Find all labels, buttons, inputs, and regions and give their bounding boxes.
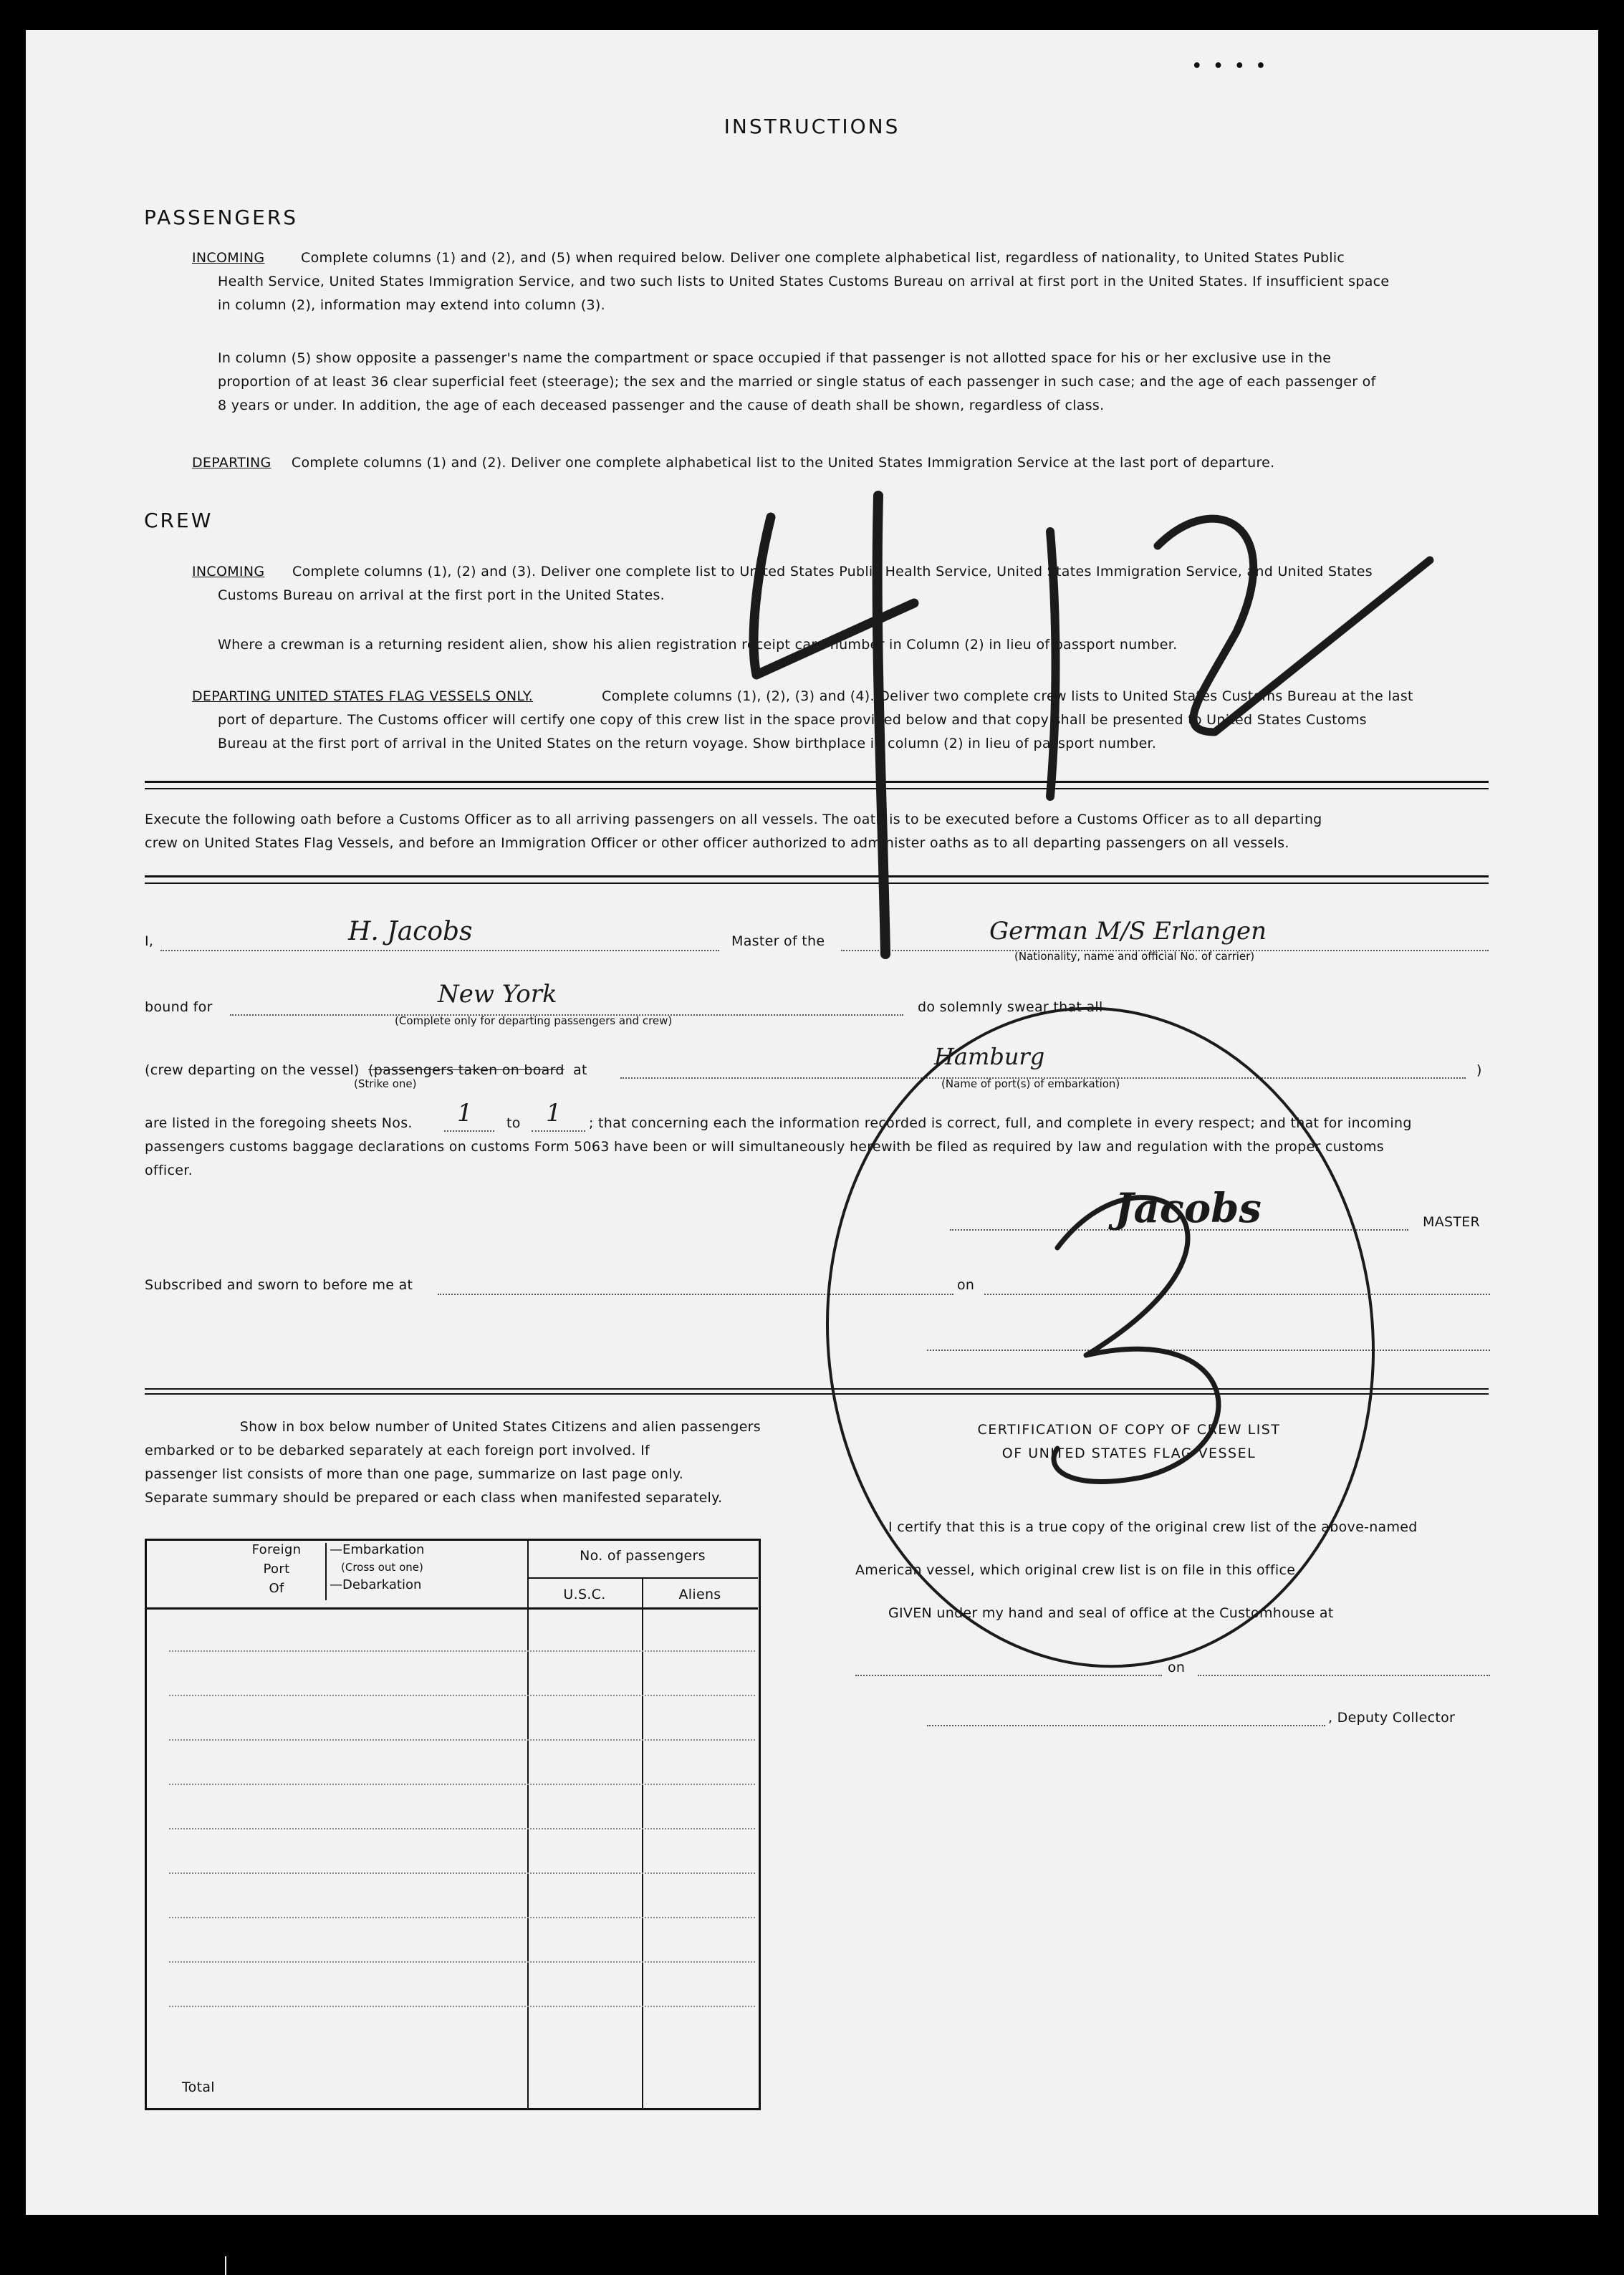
- sheet-from-handwritten: 1: [457, 1099, 473, 1127]
- text-line: Customs Bureau on arrival at the first port in the United States.: [218, 587, 666, 603]
- text-line: passengers customs baggage declarations on customs Form 5063 have been or will simultaneously herewith be filed as required by law and regulation with the proper customs: [145, 1139, 1384, 1155]
- incoming-label: INCOMING: [192, 250, 265, 266]
- text-line: officer.: [145, 1163, 193, 1178]
- to-label: to: [506, 1115, 521, 1131]
- no-passengers-header: No. of passengers: [580, 1548, 706, 1564]
- numeral-4-stem: [878, 496, 885, 954]
- master-name-handwritten: H. Jacobs: [348, 917, 473, 946]
- master-signature: Jacobs: [1115, 1185, 1262, 1232]
- text-line: Show in box below number of United States Citizens and alien passengers: [239, 1419, 761, 1435]
- subscribed-label: Subscribed and sworn to before me at: [145, 1277, 413, 1293]
- text-line: crew on United States Flag Vessels, and before an Immigration Officer or other officer authorized to administer oaths as to all departing passengers on all vessels.: [145, 835, 1289, 851]
- vessel-caption: (Nationality, name and official No. of carrier): [1014, 950, 1255, 963]
- summary-row-line[interactable]: [169, 1828, 755, 1829]
- header-text: Of: [269, 1581, 284, 1596]
- text-line: passenger list consists of more than one page, summarize on last page only.: [145, 1466, 684, 1482]
- close-paren: ): [1476, 1062, 1482, 1078]
- certification-line: I certify that this is a true copy of the original crew list of the above-named: [888, 1519, 1418, 1535]
- master-label: MASTER: [1423, 1214, 1481, 1230]
- text-line: Complete columns (1), (2), (3) and (4). Deliver two complete crew lists to United States Customs Bureau at the last: [602, 688, 1413, 704]
- summary-row-line[interactable]: [169, 1739, 755, 1741]
- text-line: Execute the following oath before a Customs Officer as to all arriving passengers on all vessels. The oath is to be executed before a Customs Officer as to all departing: [145, 812, 1322, 827]
- i-label: I,: [145, 933, 154, 949]
- subscribed-on-label: on: [957, 1277, 975, 1293]
- cross-out-note: (Cross out one): [341, 1561, 423, 1574]
- departing-label: DEPARTING UNITED STATES FLAG VESSELS ONLY.: [192, 688, 534, 704]
- text-line: Separate summary should be prepared or each class when manifested separately.: [145, 1490, 723, 1506]
- text-line: Health Service, United States Immigration Service, and two such lists to United States Customs Bureau on arrival at first port in the United States. If insufficient space: [218, 274, 1390, 289]
- text-line: proportion of at least 36 clear superficial feet (steerage); the sex and the married or single status of each passenger in such case; and the age of each passenger of: [218, 374, 1376, 390]
- embarkation-option: —Embarkation: [330, 1542, 425, 1557]
- crew-departing-option: (crew departing on the vessel): [145, 1062, 360, 1078]
- crewman-note: Where a crewman is a returning resident alien, show his alien registration receipt card number in Column (2) in lieu of passport number.: [218, 637, 1178, 653]
- circle-stroke: [795, 981, 1406, 1693]
- certification-line: GIVEN under my hand and seal of office at the Customhouse at: [888, 1605, 1334, 1621]
- sheets-suffix: ; that concerning each the information recorded is correct, full, and complete in every respect; and that for incoming: [589, 1115, 1412, 1131]
- title-line: CERTIFICATION OF COPY OF CREW LIST: [977, 1422, 1281, 1438]
- passengers-option-struck: (passengers taken on board: [368, 1062, 564, 1078]
- summary-row-line[interactable]: [169, 1695, 755, 1696]
- master-of-label: Master of the: [731, 933, 825, 949]
- bound-for-caption: (Complete only for departing passengers and crew): [395, 1014, 673, 1027]
- summary-row-line[interactable]: [169, 2006, 755, 2007]
- page-title: INSTRUCTIONS: [724, 115, 900, 138]
- usc-header: U.S.C.: [563, 1587, 606, 1602]
- text-line: Complete columns (1), (2) and (3). Deliver one complete list to United States Public Health Service, United States Immigration Service, and United States: [292, 564, 1373, 579]
- incoming-label: INCOMING: [192, 564, 265, 579]
- summary-row-line[interactable]: [169, 1784, 755, 1785]
- numeral-3-stroke: [1054, 1198, 1219, 1482]
- vessel-handwritten: German M/S Erlangen: [989, 917, 1267, 946]
- text-line: in column (2), information may extend into column (3).: [218, 297, 605, 313]
- total-label: Total: [182, 2079, 215, 2095]
- strike-caption: (Strike one): [354, 1077, 417, 1090]
- bound-for-label: bound for: [145, 999, 213, 1015]
- summary-row-line[interactable]: [169, 1917, 755, 1918]
- swear-text: do solemnly swear that all: [918, 999, 1103, 1015]
- passengers-heading: PASSENGERS: [144, 206, 299, 229]
- port-handwritten: Hamburg: [934, 1043, 1045, 1070]
- bound-for-handwritten: New York: [438, 980, 557, 1009]
- text-line: Bureau at the first port of arrival in the United States on the return voyage. Show birthplace in column (2) in lieu of passport number.: [218, 736, 1157, 751]
- departing-label: DEPARTING: [192, 455, 272, 471]
- header-text: Port: [263, 1562, 290, 1577]
- at-label: at: [573, 1062, 587, 1078]
- certification-on-label: on: [1168, 1660, 1186, 1675]
- aliens-header: Aliens: [678, 1587, 721, 1602]
- crew-heading: CREW: [144, 509, 213, 532]
- numeral-2-stroke: [1158, 519, 1430, 732]
- sheet-to-handwritten: 1: [546, 1099, 562, 1127]
- corner-mark: • • • •: [1191, 57, 1269, 75]
- numeral-1-stroke: [1050, 532, 1056, 797]
- summary-row-line[interactable]: [169, 1650, 755, 1652]
- text-line: In column (5) show opposite a passenger's name the compartment or space occupied if that passenger is not allotted space for his or her exclusive use in the: [218, 350, 1332, 366]
- header-text: Foreign: [251, 1542, 302, 1557]
- text-line: 8 years or under. In addition, the age of each deceased passenger and the cause of death shall be shown, regardless of class.: [218, 398, 1105, 413]
- text-line: port of departure. The Customs officer will certify one copy of this crew list in the space provided below and that copy shall be presented to United States Customs: [218, 712, 1367, 728]
- text-line: Complete columns (1) and (2). Deliver one complete alphabetical list to the United States Immigration Service at the last port of departure.: [291, 455, 1275, 471]
- summary-row-line[interactable]: [169, 1872, 755, 1874]
- numeral-4-stroke: [754, 517, 914, 675]
- port-caption: (Name of port(s) of embarkation): [941, 1077, 1120, 1090]
- form-page: [26, 30, 1598, 2215]
- debarkation-option: —Debarkation: [330, 1577, 422, 1592]
- sheets-prefix: are listed in the foregoing sheets Nos.: [145, 1115, 413, 1131]
- pencil-annotations: [26, 30, 1598, 2215]
- summary-row-line[interactable]: [169, 1961, 755, 1963]
- deputy-collector-label: , Deputy Collector: [1328, 1710, 1456, 1726]
- text-line: embarked or to be debarked separately at each foreign port involved. If: [145, 1443, 650, 1458]
- text-line: Complete columns (1) and (2), and (5) when required below. Deliver one complete alphabetical list, regardless of nationality, to United States Public: [301, 250, 1345, 266]
- certification-line: American vessel, which original crew list is on file in this office.: [855, 1562, 1300, 1578]
- title-line: OF UNITED STATES FLAG VESSEL: [1001, 1446, 1257, 1461]
